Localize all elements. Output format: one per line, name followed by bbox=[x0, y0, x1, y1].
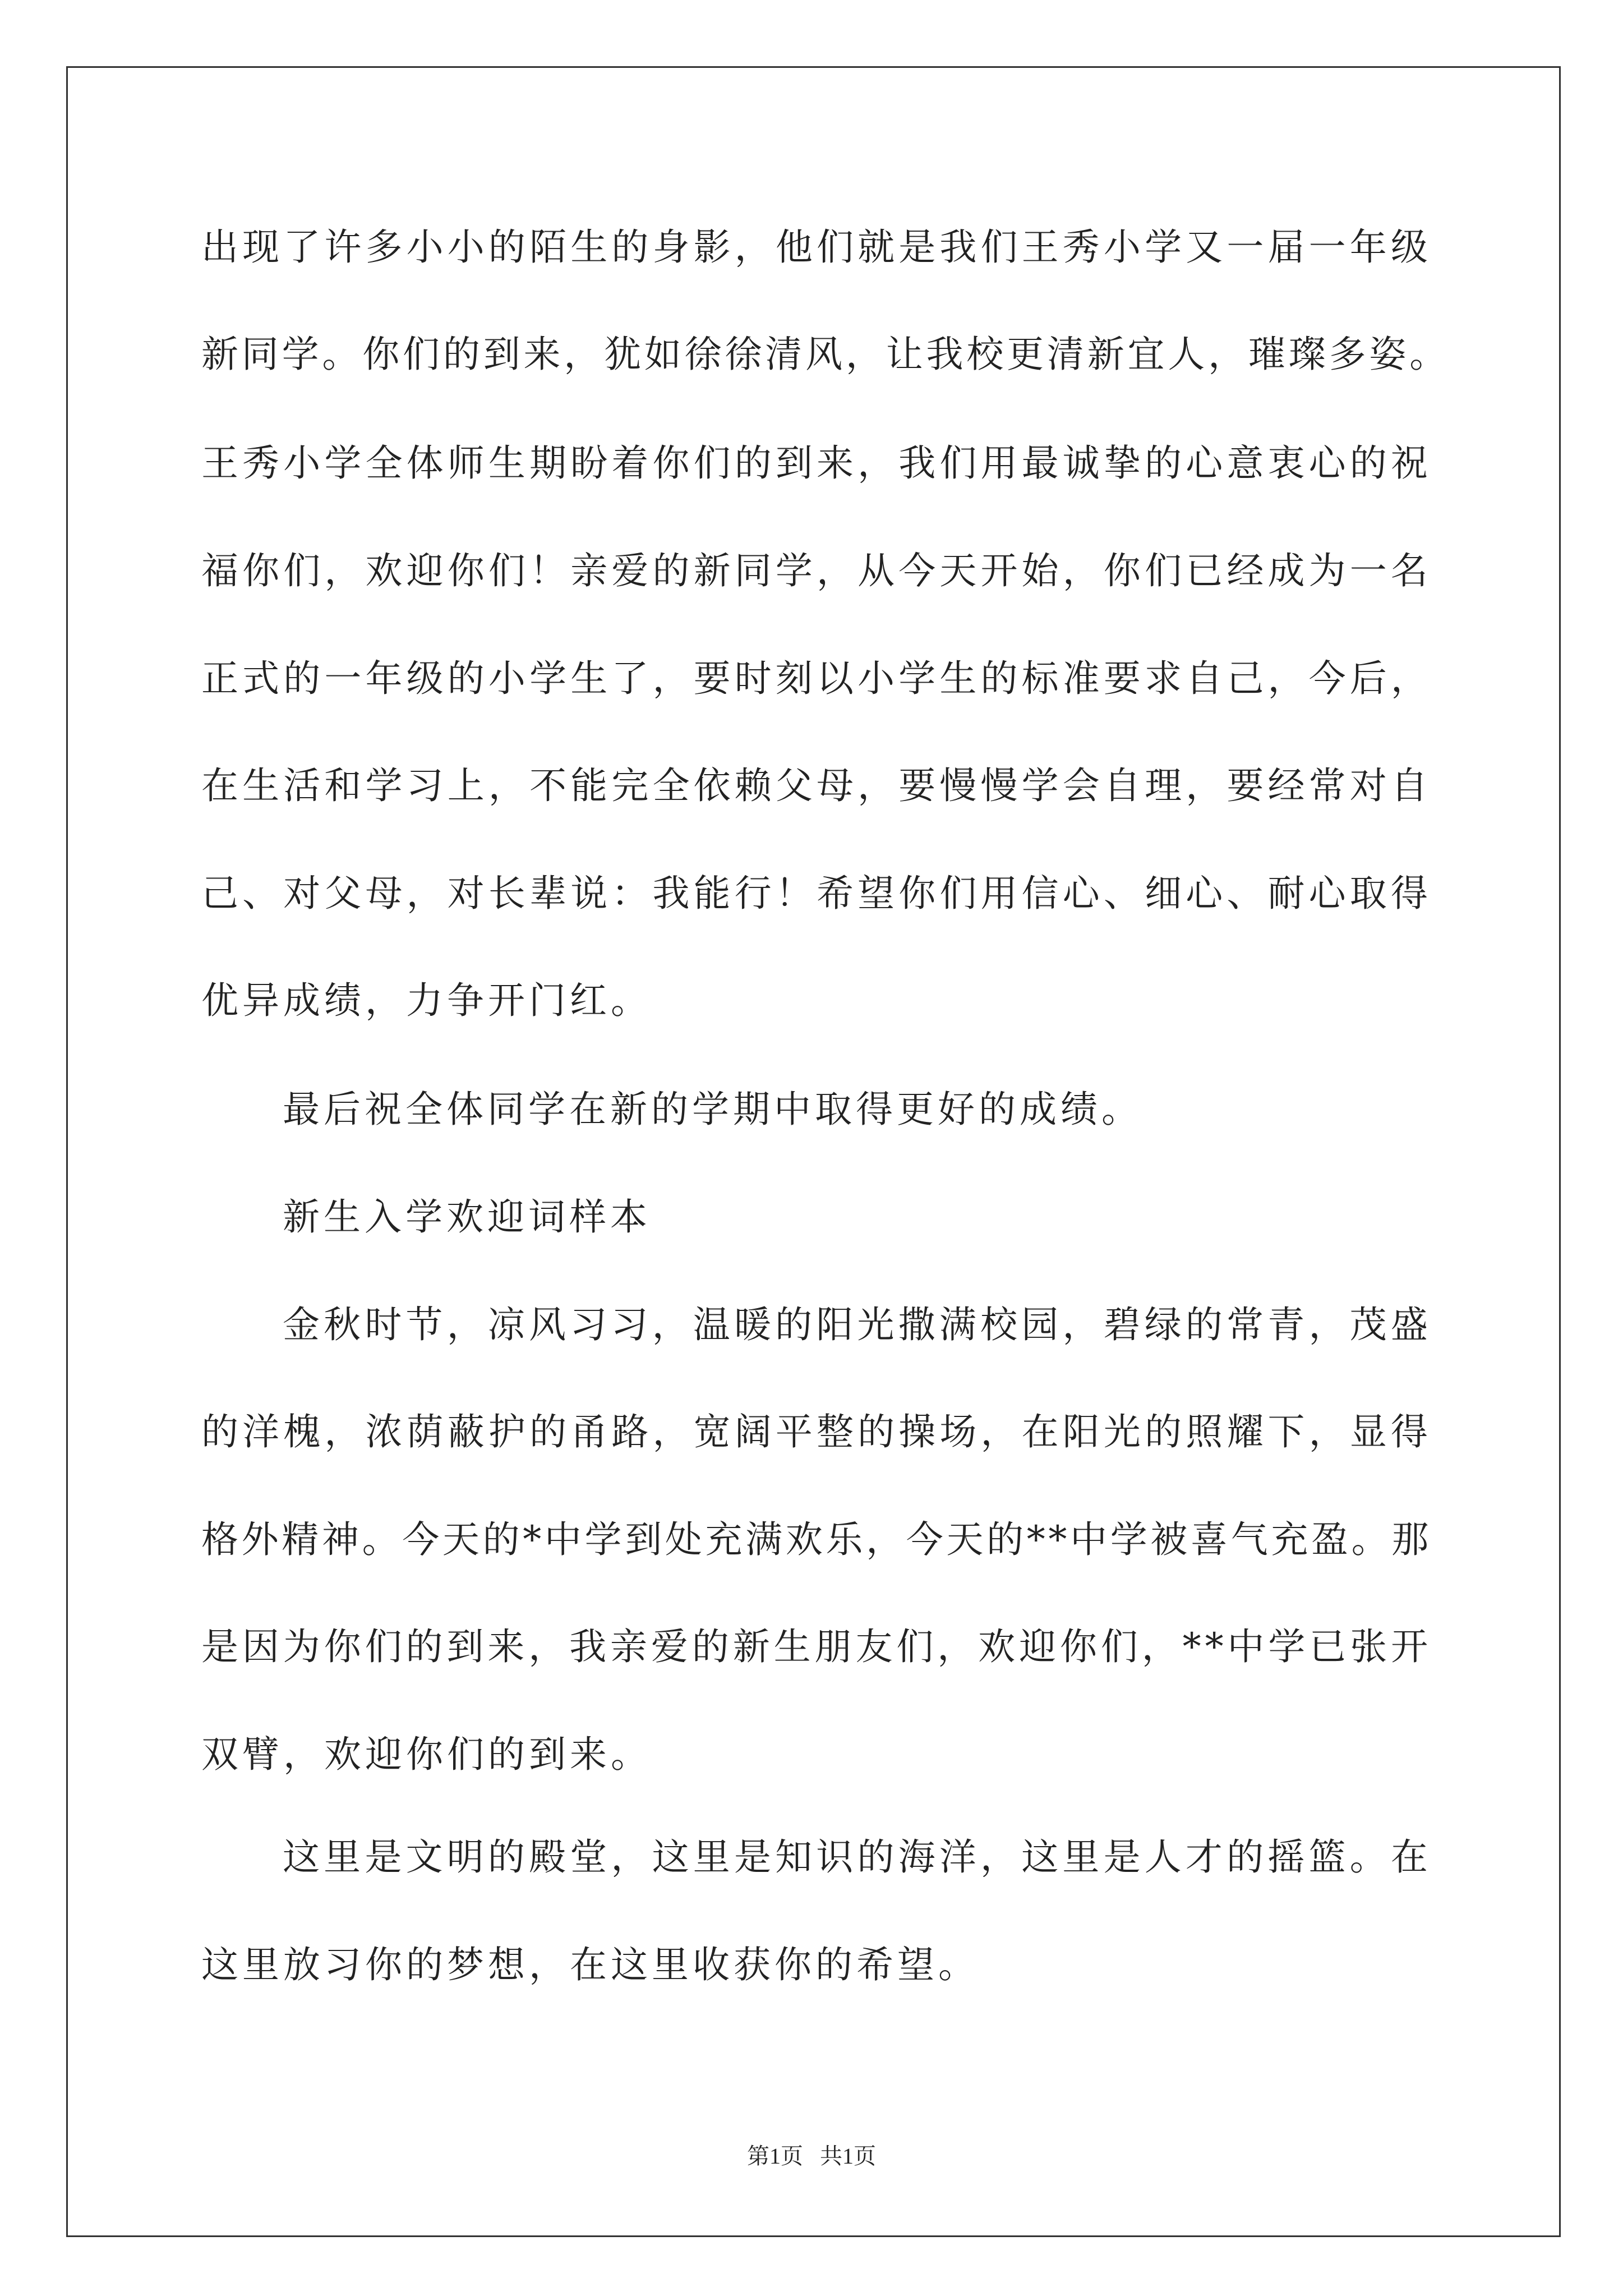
text-line: 正式的一年级的小学生了，要时刻以小学生的标准要求自己，今后， bbox=[201, 657, 1432, 700]
text-line: 是因为你们的到来，我亲爱的新生朋友们，欢迎你们，**中学已张开 bbox=[201, 1625, 1432, 1668]
page-border bbox=[66, 66, 1561, 2237]
text-line: 金秋时节，凉风习习，温暖的阳光撒满校园，碧绿的常青，茂盛 bbox=[283, 1303, 1432, 1346]
text-line: 这里是文明的殿堂，这里是知识的海洋，这里是人才的摇篮。在 bbox=[283, 1835, 1432, 1879]
text-line: 新同学。你们的到来，犹如徐徐清风，让我校更清新宜人，璀璨多姿。 bbox=[201, 333, 1450, 376]
text-line: 王秀小学全体师生期盼着你们的到来，我们用最诚挚的心意衷心的祝 bbox=[201, 441, 1432, 485]
text-line: 双臂，欢迎你们的到来。 bbox=[201, 1733, 652, 1776]
text-line: 这里放习你的梦想，在这里收获你的希望。 bbox=[201, 1943, 979, 1986]
page-number: 第1页 共1页 bbox=[747, 2143, 876, 2169]
text-line: 最后祝全体同学在新的学期中取得更好的成绩。 bbox=[283, 1088, 1142, 1131]
text-line: 的洋槐，浓荫蔽护的甬路，宽阔平整的操场，在阳光的照耀下，显得 bbox=[201, 1410, 1432, 1453]
text-line: 己、对父母，对长辈说：我能行！希望你们用信心、细心、耐心取得 bbox=[201, 872, 1432, 915]
text-line: 福你们，欢迎你们！亲爱的新同学，从今天开始，你们已经成为一名 bbox=[201, 549, 1432, 592]
text-line: 格外精神。今天的*中学到处充满欢乐，今天的**中学被喜气充盈。那 bbox=[201, 1518, 1432, 1561]
text-line: 优异成绩，力争开门红。 bbox=[201, 979, 652, 1022]
text-line: 在生活和学习上，不能完全依赖父母，要慢慢学会自理，要经常对自 bbox=[201, 764, 1432, 807]
section-heading: 新生入学欢迎词样本 bbox=[283, 1195, 651, 1239]
text-line: 出现了许多小小的陌生的身影，他们就是我们王秀小学又一届一年级 bbox=[201, 226, 1432, 269]
